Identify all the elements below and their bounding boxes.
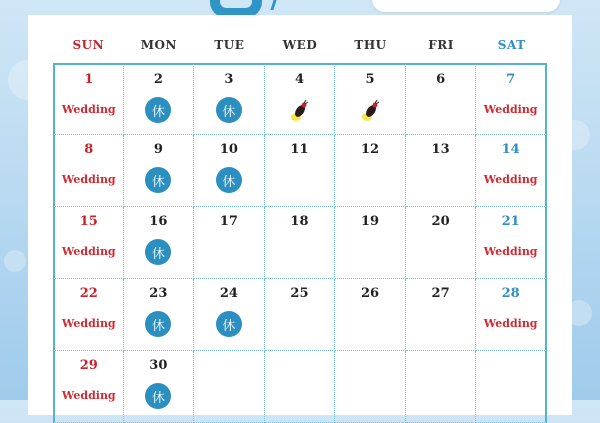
calendar-day-cell[interactable] (406, 63, 477, 135)
calendar-grid (53, 63, 547, 423)
calendar-day-cell[interactable] (335, 63, 406, 135)
day-number: 23 (149, 286, 168, 301)
closed-day-badge: 休 (145, 97, 171, 123)
event-label-wedding: Wedding (61, 389, 116, 402)
calendar-day-cell[interactable] (124, 135, 195, 207)
day-number: 2 (153, 72, 163, 87)
calendar-day-cell[interactable] (406, 279, 477, 351)
calendar-day-cell[interactable] (124, 351, 195, 423)
day-number: 28 (501, 286, 520, 301)
day-number: 22 (79, 286, 98, 301)
calendar-day-cell[interactable] (194, 207, 265, 279)
calendar-day-cell[interactable] (406, 351, 477, 423)
day-number: 5 (365, 72, 375, 87)
calendar-day-cell[interactable] (265, 135, 336, 207)
firefly-icon (360, 99, 380, 123)
calendar-day-cell[interactable] (53, 135, 124, 207)
closed-day-badge: 休 (216, 97, 242, 123)
weekday-header-row (53, 38, 547, 58)
closed-day-badge: 休 (145, 239, 171, 265)
calendar-day-cell[interactable] (335, 279, 406, 351)
event-label-wedding: Wedding (61, 245, 116, 258)
day-number: 16 (149, 214, 168, 229)
weekday-tue: TUE (214, 38, 245, 52)
event-label-wedding: Wedding (61, 173, 116, 186)
weekday-wed: WED (282, 38, 318, 52)
day-number: 21 (501, 214, 520, 229)
calendar-day-cell[interactable] (265, 279, 336, 351)
calendar-day-cell[interactable] (53, 63, 124, 135)
day-number: 15 (79, 214, 98, 229)
day-number: 24 (219, 286, 238, 301)
day-number: 6 (436, 72, 446, 87)
calendar-day-cell[interactable] (53, 351, 124, 423)
calendar-day-cell[interactable] (406, 207, 477, 279)
day-number: 13 (431, 142, 450, 157)
calendar-day-cell[interactable] (194, 279, 265, 351)
firefly-icon (289, 99, 309, 123)
event-label-wedding: Wedding (61, 317, 116, 330)
closed-day-badge: 休 (145, 311, 171, 337)
calendar-day-cell[interactable] (476, 207, 547, 279)
calendar-day-cell[interactable] (194, 135, 265, 207)
event-label-wedding: Wedding (483, 317, 538, 330)
event-label-wedding: Wedding (61, 103, 116, 116)
calendar-day-cell[interactable] (406, 135, 477, 207)
day-number: 7 (506, 72, 516, 87)
closed-day-badge: 休 (145, 167, 171, 193)
closed-day-badge: 休 (216, 311, 242, 337)
calendar-day-cell[interactable] (265, 63, 336, 135)
day-number: 10 (219, 142, 238, 157)
calendar-day-cell[interactable] (335, 207, 406, 279)
weekday-sun: SUN (72, 38, 105, 52)
weekday-thu: THU (354, 38, 387, 52)
day-number: 3 (224, 72, 234, 87)
month-suffix-mark (270, 0, 282, 10)
calendar-day-cell[interactable] (476, 135, 547, 207)
day-number: 12 (360, 142, 380, 157)
day-number: 8 (84, 142, 94, 157)
day-number: 26 (360, 286, 380, 301)
weekday-sat: SAT (497, 38, 526, 52)
day-number: 30 (149, 358, 168, 373)
day-number: 17 (219, 214, 238, 229)
calendar-day-cell[interactable] (265, 207, 336, 279)
calendar-day-cell[interactable] (124, 207, 195, 279)
calendar-day-cell[interactable] (194, 351, 265, 423)
calendar-day-cell[interactable] (476, 279, 547, 351)
day-number: 1 (84, 72, 94, 87)
calendar-day-cell[interactable] (476, 351, 547, 423)
calendar-day-cell[interactable] (194, 63, 265, 135)
day-number: 25 (290, 286, 309, 301)
calendar-day-cell[interactable] (335, 135, 406, 207)
day-number: 11 (290, 142, 309, 157)
closed-day-badge: 休 (145, 383, 171, 409)
event-label-wedding: Wedding (483, 245, 538, 258)
calendar-day-cell[interactable] (53, 207, 124, 279)
day-number: 9 (153, 142, 163, 157)
calendar-day-cell[interactable] (476, 63, 547, 135)
calendar-day-cell[interactable] (335, 351, 406, 423)
day-number: 27 (431, 286, 450, 301)
event-label-wedding: Wedding (483, 173, 538, 186)
calendar-day-cell[interactable] (124, 279, 195, 351)
day-number: 14 (501, 142, 520, 157)
weekday-mon: MON (140, 38, 177, 52)
day-number: 18 (290, 214, 309, 229)
event-label-wedding: Wedding (483, 103, 538, 116)
day-number: 29 (79, 358, 98, 373)
calendar-day-cell[interactable] (53, 279, 124, 351)
calendar-day-cell[interactable] (124, 63, 195, 135)
weekday-fri: FRI (428, 38, 454, 52)
day-number: 4 (294, 72, 304, 87)
header-label-pill (372, 0, 560, 12)
day-number: 19 (360, 214, 380, 229)
closed-day-badge: 休 (216, 167, 242, 193)
day-number: 20 (431, 214, 450, 229)
calendar-day-cell[interactable] (265, 351, 336, 423)
